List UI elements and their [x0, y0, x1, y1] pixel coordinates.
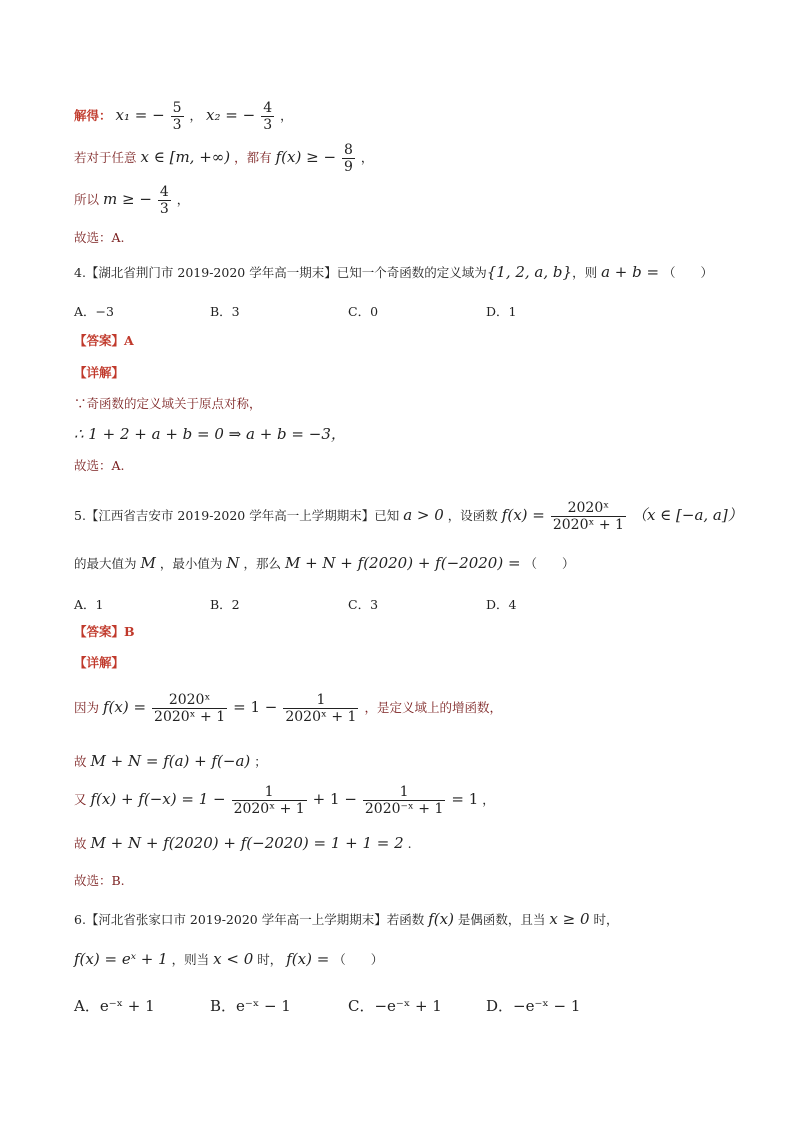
q5-answer: 【答案】B [74, 624, 135, 639]
d2-lead: 故 [74, 754, 87, 769]
q5-detail-5: 故选：B. [74, 873, 125, 888]
solution-line-condition [74, 142, 373, 175]
d3-frac1: $\frac{1}{\text{2020ˣ + 1}}$ [233, 784, 305, 818]
d4-expr: M + N + f(2020) + f(−2020) = 1 + 1 = 2 [90, 834, 404, 852]
q4-option-b: B．3 [210, 304, 240, 319]
punct: ， [176, 192, 190, 208]
q6-mid2: 时， [257, 952, 283, 967]
q4-paren: （ ） [663, 265, 714, 280]
q5-stem-2 [74, 556, 575, 571]
q4-set: {1, 2, a, b} [486, 263, 573, 281]
q6-cond: x ≥ 0 [549, 910, 590, 928]
q5-stem [74, 500, 743, 533]
q5-stem-a: 5.【江西省吉安市 2019-2020 学年高一上学期期末】已知 [74, 508, 400, 524]
q6-option-b: B．e⁻ˣ − 1 [210, 997, 291, 1015]
q6-fx2: f(x) = [286, 950, 330, 968]
q6-stem-c: 时， [593, 912, 619, 927]
m-ineq: m ≥ − [103, 190, 152, 209]
q6-paren: （ ） [333, 952, 384, 967]
q4-detail-1: ∵奇函数的定义域关于原点对称， [74, 396, 262, 411]
fraction-8-9: $\frac{8}{9}$ [344, 142, 353, 176]
d1-mid: = 1 − [233, 698, 278, 717]
d3-b: + 1 − [312, 790, 357, 809]
cond-lead: 若对于任意 [74, 150, 137, 166]
q6-option-d: D．−e⁻ˣ − 1 [486, 997, 581, 1015]
q5-N: N [226, 554, 240, 572]
punct: ， [280, 108, 293, 124]
x2-expr: x₂ = − [206, 106, 256, 125]
q4-detail-label: 【详解】 [74, 365, 125, 380]
d3-a: f(x) + f(−x) = 1 − [90, 790, 226, 809]
q5-then: ，那么 [243, 556, 281, 571]
d1-end: ，是定义域上的增函数， [364, 700, 502, 716]
q5-option-d: D．4 [486, 597, 517, 612]
because: 因为 [74, 700, 100, 716]
q4-stem-a: 4.【湖北省荆门市 2019-2020 学年高一期末】已知一个奇函数的定义域为 [74, 265, 487, 280]
q5-paren: （ ） [524, 556, 575, 571]
q6-fx: f(x) [428, 910, 454, 928]
q5-detail-2 [74, 754, 267, 769]
q6-option-a: A．e⁻ˣ + 1 [74, 997, 155, 1015]
q6-stem-a: 6.【河北省张家口市 2019-2020 学年高一上学期期末】若函数 [74, 912, 425, 927]
d2-expr: M + N = f(a) + f(−a) [90, 752, 251, 770]
q6-expr: f(x) = eˣ + 1 [74, 950, 168, 968]
q5-stem-b: ，设函数 [447, 508, 498, 524]
solution-line-roots [74, 100, 293, 133]
q6-mid: ，则当 [171, 952, 210, 967]
q4-option-d: D．1 [486, 304, 517, 319]
d3-c: = 1 [451, 790, 479, 809]
d4-end: . [407, 836, 412, 851]
q4-option-c: C．0 [348, 304, 379, 319]
q5-detail-3 [74, 784, 495, 817]
fraction-4-3b: $\frac{4}{3}$ [159, 184, 169, 218]
d3-lead: 又 [74, 792, 87, 808]
d3-frac2: $\frac{1}{\text{2020⁻ˣ + 1}}$ [364, 784, 444, 818]
cond-mid: ，都有 [234, 150, 272, 166]
sep: ， [189, 108, 203, 124]
d3-end: ， [482, 792, 495, 808]
x1-expr: x₁ = − [115, 106, 165, 125]
q4-stem-b: ，则 [572, 265, 598, 280]
q4-detail-3: 故选：A. [74, 458, 125, 473]
d1-frac1: $\frac{\text{2020ˣ}}{\text{2020ˣ + 1}}$ [154, 692, 226, 726]
fraction-5-3: $\frac{5}{3}$ [172, 100, 182, 134]
q6-stem-2 [74, 952, 383, 967]
q5-option-b: B．2 [210, 597, 240, 612]
q4-stem [74, 265, 713, 280]
q5-M: M [140, 554, 156, 572]
q6-cond2: x < 0 [213, 950, 254, 968]
solution-line-conclusion [74, 184, 189, 217]
q5-expr: M + N + f(2020) + f(−2020) = [284, 554, 521, 572]
q5-fx: f(x) = [501, 506, 545, 525]
punct: ， [360, 150, 374, 166]
q5-max-label: 的最大值为 [74, 556, 137, 571]
q4-answer: 【答案】A [74, 333, 134, 348]
q6-stem [74, 912, 619, 927]
d2-end: ； [254, 754, 267, 769]
cond-expr: x ∈ [m, +∞) [140, 148, 231, 167]
q5-detail-1 [74, 692, 502, 725]
d1-frac2: $\frac{1}{\text{2020ˣ + 1}}$ [285, 692, 357, 726]
q5-detail-4 [74, 836, 412, 851]
d4-lead: 故 [74, 836, 87, 851]
q5-option-a: A．1 [74, 597, 104, 612]
q5-domain: （x ∈ [−a, a]） [631, 506, 743, 525]
q4-expr: a + b = [601, 263, 660, 281]
q4-detail-2: ∴ 1 + 2 + a + b = 0 ⇒ a + b = −3， [74, 425, 346, 443]
q6-option-c: C．−e⁻ˣ + 1 [348, 997, 442, 1015]
q5-fraction: $\frac{\text{2020ˣ}}{\text{2020ˣ + 1}}$ [552, 500, 624, 534]
q6-stem-b: 是偶函数，且当 [457, 912, 546, 927]
choose-a-1: 故选：A. [74, 230, 125, 245]
so-lead: 所以 [74, 192, 100, 208]
q5-option-c: C．3 [348, 597, 379, 612]
f-ineq: f(x) ≥ − [275, 148, 337, 167]
q5-detail-label: 【详解】 [74, 655, 125, 670]
q5-min-label: ，最小值为 [159, 556, 223, 571]
fraction-4-3: $\frac{4}{3}$ [263, 100, 273, 134]
solve-lead: 解得： [74, 108, 112, 124]
d1-fx: f(x) = [103, 698, 147, 717]
q4-option-a: A．−3 [74, 304, 114, 319]
q5-a-cond: a > 0 [403, 506, 444, 525]
